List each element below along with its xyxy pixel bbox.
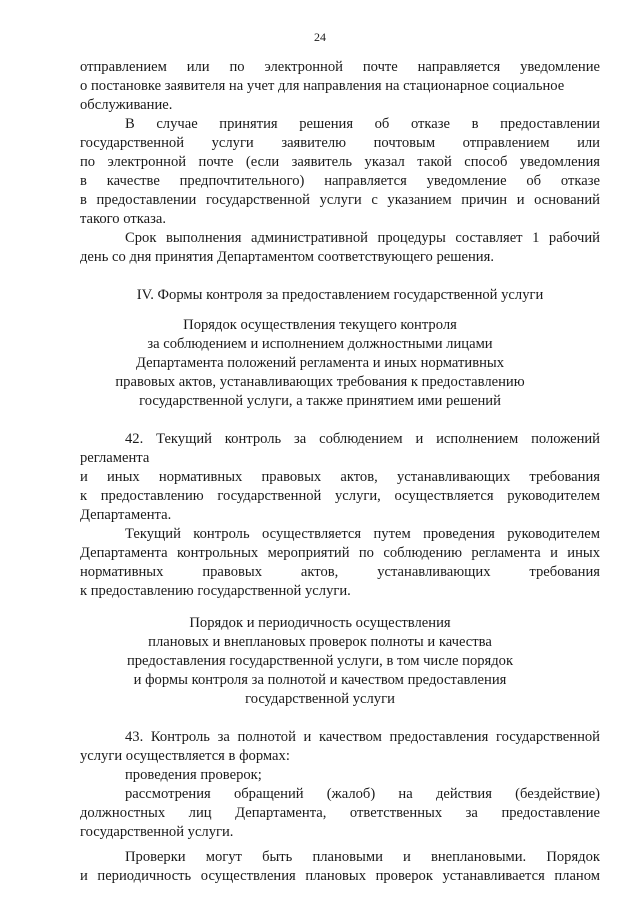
subheading-line: правовых актов, устанавливающих требования к предоставлению <box>115 374 525 390</box>
text-line: по электронной почте (если заявитель указал такой способ уведомления <box>80 154 600 170</box>
text-line: проведения проверок; <box>125 767 262 783</box>
text-line: Текущий контроль осуществляется путем проведения руководителем <box>125 526 600 542</box>
text-line: 42. Текущий контроль за соблюдением и исполнением положений <box>125 431 600 447</box>
subheading-line: плановых и внеплановых проверок полноты и качества <box>148 634 492 650</box>
subheading-line: государственной услуги <box>245 691 395 707</box>
text-line: день со дня принятия Департаментом соответствующего решения. <box>80 249 494 265</box>
text-line: рассмотрения обращений (жалоб) на действия (бездействие) <box>125 786 600 802</box>
text-line: Департамента контрольных мероприятий по соблюдению регламента и иных <box>80 545 600 561</box>
section-heading: IV. Формы контроля за предоставлением государственной услуги <box>136 287 544 303</box>
text-line: должностных лиц Департамента, ответственных за предоставление <box>80 805 600 821</box>
subheading-line: государственной услуги, а также принятием ими решений <box>139 393 501 409</box>
text-line: обслуживание. <box>80 97 173 113</box>
text-line: нормативных правовых актов, устанавливающих требования <box>80 564 600 580</box>
text-line: в качестве предпочтительного) направляется уведомление об отказе <box>80 173 600 189</box>
text-line: государственной услуги. <box>80 824 234 840</box>
text-line: в предоставлении государственной услуги с указанием причин и оснований <box>80 192 600 208</box>
subheading-line: Департамента положений регламента и иных нормативных <box>135 355 505 371</box>
subheading-line: предоставления государственной услуги, в том числе порядок <box>126 653 514 669</box>
text-line: 43. Контроль за полнотой и качеством предоставления государственной <box>125 729 600 745</box>
text-line: В случае принятия решения об отказе в предоставлении <box>125 116 600 132</box>
subheading-line: за соблюдением и исполнением должностными лицами <box>147 336 493 352</box>
subheading-line: Порядок осуществления текущего контроля <box>183 317 457 333</box>
text-line: и иных нормативных правовых актов, устанавливающих требования <box>80 469 600 485</box>
page-number: 24 <box>314 30 326 44</box>
text-line: к предоставлению государственной услуги. <box>80 583 351 599</box>
text-line: такого отказа. <box>80 211 166 227</box>
text-line: и периодичность осуществления плановых проверок устанавливается планом <box>80 868 600 884</box>
text-line: к предоставлению государственной услуги, осуществляется руководителем <box>80 488 600 504</box>
text-line: отправлением или по электронной почте направляется уведомление <box>80 59 600 75</box>
text-line: услуги осуществляется в формах: <box>80 748 290 764</box>
text-line: Департамента. <box>80 507 172 523</box>
text-line: Срок выполнения административной процедуры составляет 1 рабочий <box>125 230 600 246</box>
text-line: государственной услуги заявителю почтовым отправлением или <box>80 135 600 151</box>
subheading-line: и формы контроля за полнотой и качеством предоставления <box>133 672 507 688</box>
subheading-line: Порядок и периодичность осуществления <box>189 615 451 631</box>
text-line: Проверки могут быть плановыми и внеплановыми. Порядок <box>125 849 600 865</box>
text-line: о постановке заявителя на учет для направления на стационарное социальное <box>80 78 565 94</box>
text-line: регламента <box>80 450 150 466</box>
